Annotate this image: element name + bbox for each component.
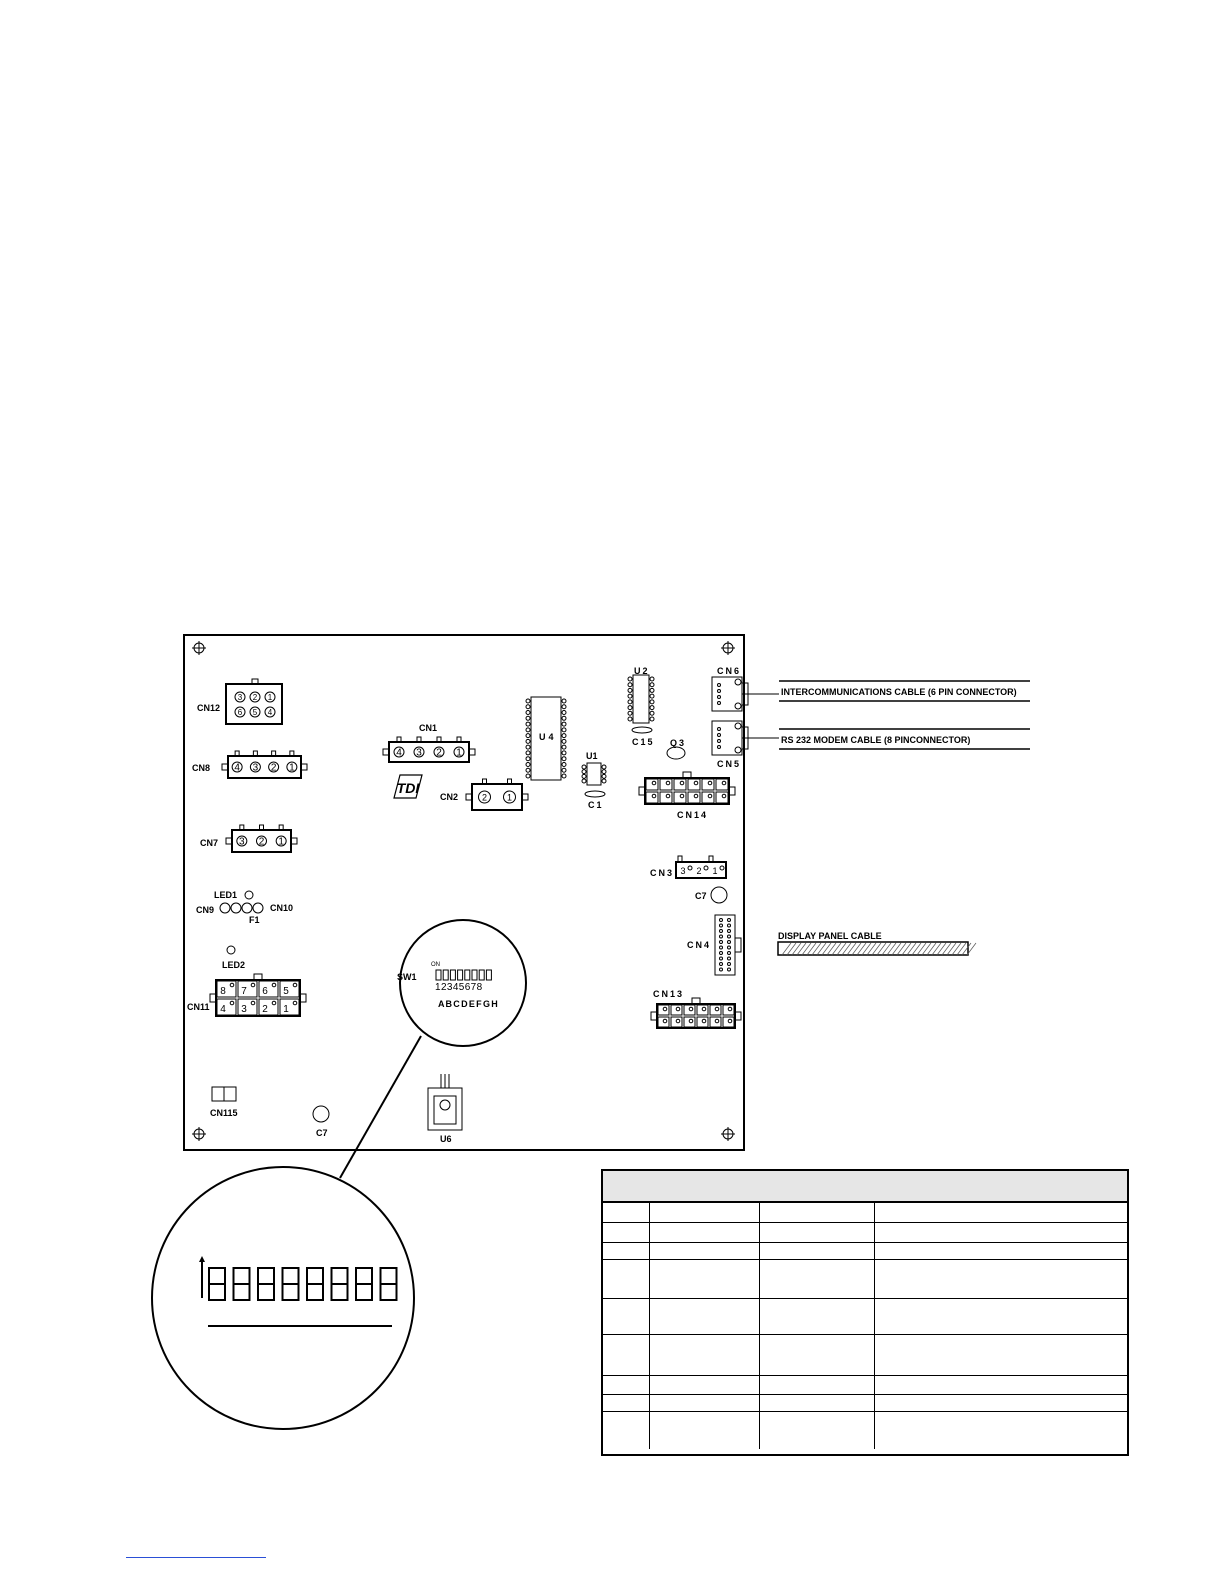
cn1-connector-pin-number: 2 xyxy=(436,747,442,759)
label-cn8: CN8 xyxy=(192,763,211,773)
table-row xyxy=(603,1223,1127,1243)
cn8-connector-pin-number: 4 xyxy=(234,762,240,774)
table-cell xyxy=(603,1395,650,1411)
table-cell xyxy=(603,1243,650,1259)
table-row xyxy=(603,1395,1127,1412)
sw1-on-label: ON xyxy=(431,962,440,968)
table-cell xyxy=(760,1335,875,1375)
table-cell xyxy=(603,1223,650,1242)
table-cell xyxy=(760,1412,875,1449)
label-q3: Q3 xyxy=(670,738,687,748)
table-cell xyxy=(650,1223,760,1242)
cn8-connector-pin-number: 3 xyxy=(252,762,259,774)
footer-link-underline[interactable] xyxy=(126,1557,266,1558)
cn2-connector-pin-number: 1 xyxy=(506,792,513,803)
label-cn7: CN7 xyxy=(200,838,219,848)
cn11-connector-pin-number: 2 xyxy=(262,1004,268,1015)
zoom-on-arrow xyxy=(199,1256,205,1262)
label-cn10: CN10 xyxy=(270,903,294,913)
table-cell xyxy=(650,1376,760,1394)
table-cell xyxy=(760,1395,875,1411)
label-cn9: CN9 xyxy=(196,905,215,915)
label-c1: C1 xyxy=(588,800,604,810)
table-row xyxy=(603,1335,1127,1376)
label-cn13: CN13 xyxy=(653,989,685,999)
label-c7-left: C7 xyxy=(316,1128,328,1138)
label-c15: C15 xyxy=(632,737,655,747)
table-cell xyxy=(603,1412,650,1449)
cn12-pin-number: 4 xyxy=(267,708,273,717)
table-cell xyxy=(650,1203,760,1222)
cable-lines xyxy=(742,681,1030,955)
table-cell xyxy=(760,1299,875,1334)
table-row xyxy=(603,1260,1127,1299)
label-f1: F1 xyxy=(249,915,260,925)
label-cn2: CN2 xyxy=(440,792,459,802)
label-cn14: CN14 xyxy=(677,810,709,820)
table-cell xyxy=(760,1376,875,1394)
label-c7-right: C7 xyxy=(695,891,707,901)
label-led1: LED1 xyxy=(214,890,238,900)
table-cell xyxy=(650,1243,760,1259)
table-cell xyxy=(650,1395,760,1411)
cn12-pin-number: 6 xyxy=(237,708,243,717)
cn12-pin-number: 1 xyxy=(267,693,273,702)
label-cn1: CN1 xyxy=(419,723,438,733)
cn12-pin-number: 3 xyxy=(237,693,243,702)
cn7-connector-pin-number: 2 xyxy=(258,836,265,848)
rs232-cable-label: RS 232 MODEM CABLE (8 PINCONNECTOR) xyxy=(781,735,971,745)
cn8-connector-pin-number: 2 xyxy=(270,762,277,774)
label-cn5: CN5 xyxy=(717,759,742,769)
cn1-connector-pin-number: 4 xyxy=(396,747,402,759)
cn11-connector-pin-number: 1 xyxy=(283,1004,289,1015)
display-cable xyxy=(778,942,976,955)
cn11-connector-pin-number: 4 xyxy=(220,1004,226,1015)
table-cell xyxy=(760,1243,875,1259)
settings-table xyxy=(601,1169,1129,1456)
cn3-pin-number: 3 xyxy=(680,866,686,876)
cn7-connector-pin-number: 1 xyxy=(278,836,284,848)
sw1-letters: A B C D E F G H xyxy=(438,999,498,1009)
label-cn3: CN3 xyxy=(650,868,675,878)
label-sw1: SW1 xyxy=(397,972,417,982)
label-cn115: CN115 xyxy=(210,1108,238,1118)
table-cell xyxy=(603,1376,650,1394)
label-cn6: CN6 xyxy=(717,666,742,676)
label-u2: U2 xyxy=(634,666,650,676)
label-u4: U4 xyxy=(539,732,557,742)
display-cable-label: DISPLAY PANEL CABLE xyxy=(778,931,882,941)
table-row xyxy=(603,1243,1127,1260)
table-cell xyxy=(650,1260,760,1298)
table-row xyxy=(603,1203,1127,1223)
cn11-connector-pin-number: 6 xyxy=(262,986,268,997)
table-cell xyxy=(650,1412,760,1449)
cn11-connector-pin-number: 3 xyxy=(241,1004,247,1015)
table-row xyxy=(603,1376,1127,1395)
table-cell xyxy=(760,1260,875,1298)
cn1-connector-pin-number: 1 xyxy=(456,747,462,759)
table-cell xyxy=(603,1299,650,1334)
table-cell xyxy=(650,1335,760,1375)
table-header xyxy=(603,1171,1127,1203)
intercom-cable-label: INTERCOMMUNICATIONS CABLE (6 PIN CONNECTOR) xyxy=(781,687,1017,697)
label-cn4: CN4 xyxy=(687,940,712,950)
cn11-connector-pin-number: 5 xyxy=(283,986,289,997)
label-led2: LED2 xyxy=(222,960,246,970)
cn2-connector-pin-number: 2 xyxy=(481,792,488,803)
table-row xyxy=(603,1299,1127,1335)
table-cell xyxy=(760,1203,875,1222)
label-cn11: CN11 xyxy=(187,1002,210,1012)
cn1-connector-pin-number: 3 xyxy=(416,747,422,759)
tdi-logo-text: TDI xyxy=(396,780,420,796)
table-row xyxy=(603,1412,1127,1449)
circuit-board-outline xyxy=(183,634,745,1151)
cn3-pin-number: 2 xyxy=(696,866,702,876)
cn12-pin-number: 5 xyxy=(252,708,258,717)
table-body xyxy=(603,1203,1127,1449)
label-u1: U1 xyxy=(586,751,598,761)
cn7-connector-pin-number: 3 xyxy=(239,836,245,848)
label-cn12: CN12 xyxy=(197,703,221,713)
cn11-connector-pin-number: 7 xyxy=(241,986,247,997)
table-cell xyxy=(650,1299,760,1334)
table-cell xyxy=(760,1223,875,1242)
sw1-numbers: 1 2 3 4 5 6 7 8 xyxy=(435,982,481,993)
cn8-connector-pin-number: 1 xyxy=(289,762,295,774)
cn3-pin-number: 1 xyxy=(712,866,718,876)
label-u6: U6 xyxy=(440,1134,452,1144)
cn12-pin-number: 2 xyxy=(252,693,258,702)
table-cell xyxy=(603,1335,650,1375)
table-cell xyxy=(603,1203,650,1222)
cn11-connector-pin-number: 8 xyxy=(220,986,226,997)
table-cell xyxy=(603,1260,650,1298)
